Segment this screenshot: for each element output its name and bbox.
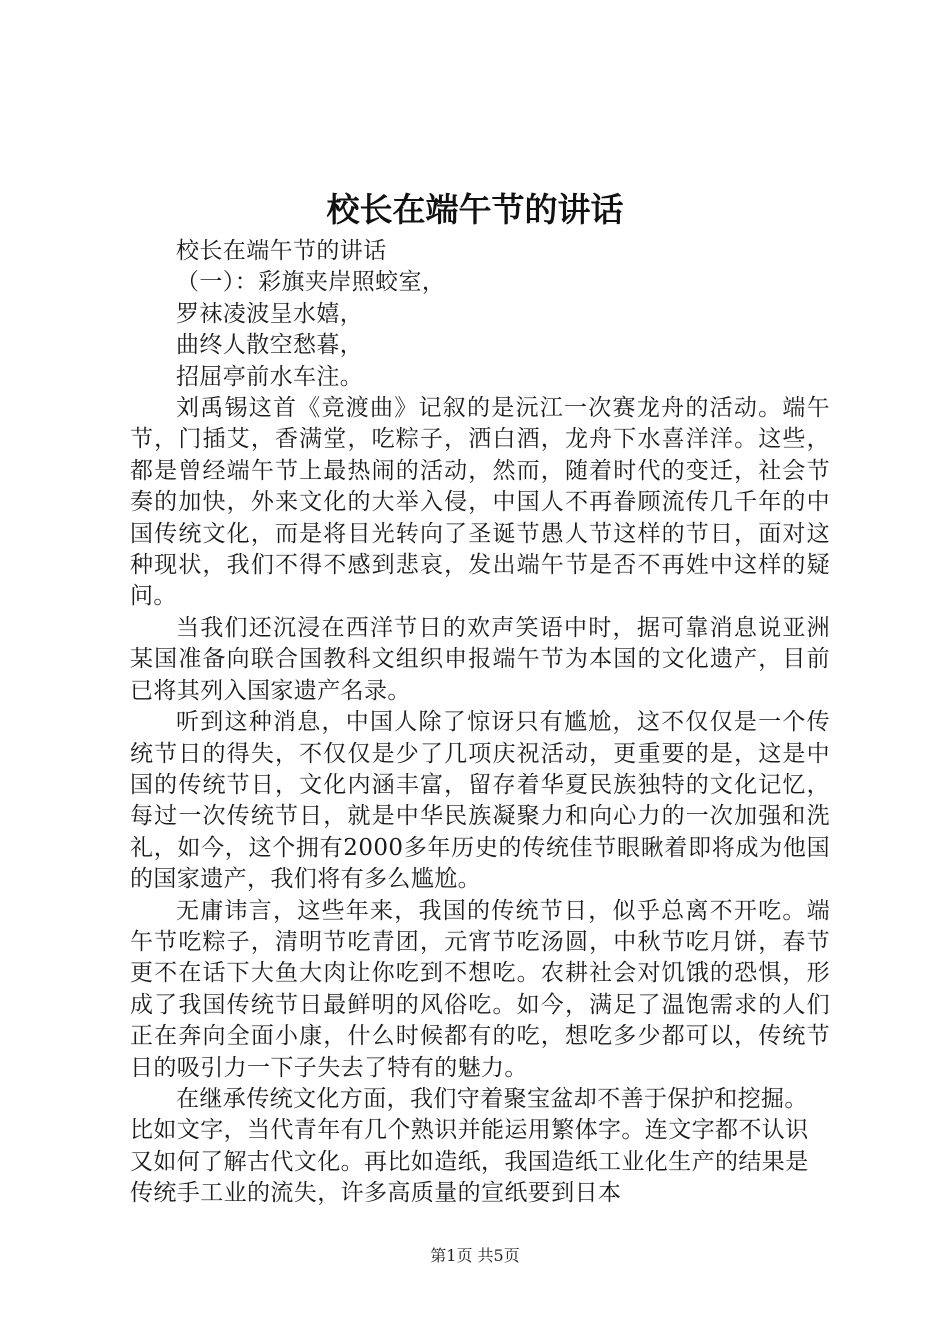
- paragraph-2: 当我们还沉浸在西洋节日的欢声笑语中时，据可靠消息说亚洲某国准备向联合国教科文组织申报端午节为本国的文化遗产，目前已将其列入国家遗产名录。: [130, 614, 830, 704]
- paragraph-1: 刘禹锡这首《竞渡曲》记叙的是沅江一次赛龙舟的活动。端午节，门插艾，香满堂，吃粽子，洒白酒，龙舟下水喜洋洋。这些，都是曾经端午节上最热闹的活动，然而，随着时代的变迁，社会节奏的加快，外来文化的大举入侵，中国人不再眷顾流传几千年的中国传统文化，而是将目光转向了圣诞节愚人节这样的节日，面对这种现状，我们不得不感到悲哀，发出端午节是否不再姓中这样的疑问。: [130, 395, 830, 610]
- poem-line-2: 罗袜凌波呈水嬉，: [176, 300, 364, 327]
- poem-line-1: （一）：彩旗夹岸照蛟室，: [176, 269, 446, 296]
- document-body: [130, 236, 830, 1210]
- poem-line-4: 招屈亭前水车注。: [176, 363, 364, 390]
- page-footer: 第1页 共5页: [430, 1246, 520, 1265]
- paragraph-5: 在继承传统文化方面，我们守着聚宝盆却不善于保护和挖掘。比如文字，当代青年有几个熟识并能运用繁体字。连文字都不认识又如何了解古代文化。再比如造纸，我国造纸工业化生产的结果是传统手工业的流失，许多高质量的宣纸要到日本: [130, 1085, 809, 1207]
- paragraph-subtitle: 校长在端午节的讲话: [176, 238, 387, 264]
- document-title: 校长在端午节的讲话: [326, 190, 624, 229]
- paragraph-4: 无庸讳言，这些年来，我国的传统节日，似乎总离不开吃。端午节吃粽子，清明节吃青团，元宵节吃汤圆，中秋节吃月饼，春节更不在话下大鱼大肉让你吃到不想吃。农耕社会对饥饿的恐惧，形成了我国传统节日最鲜明的风俗吃。如今，满足了温饱需求的人们正在奔向全面小康，什么时候都有的吃，想吃多少都可以，传统节日的吸引力一下子失去了特有的魅力。: [130, 897, 830, 1081]
- paragraph-3: 听到这种消息，中国人除了惊讶只有尴尬，这不仅仅是一个传统节日的得失，不仅仅是少了几项庆祝活动，更重要的是，这是中国的传统节日，文化内涵丰富，留存着华夏民族独特的文化记忆，每过一次传统节日，就是中华民族凝聚力和向心力的一次加强和洗礼，如今，这个拥有2000多年历史的传统佳节眼瞅着即将成为他国的国家遗产，我们将有多么尴尬。: [130, 709, 830, 893]
- poem-line-3: 曲终人散空愁暮，: [176, 332, 364, 359]
